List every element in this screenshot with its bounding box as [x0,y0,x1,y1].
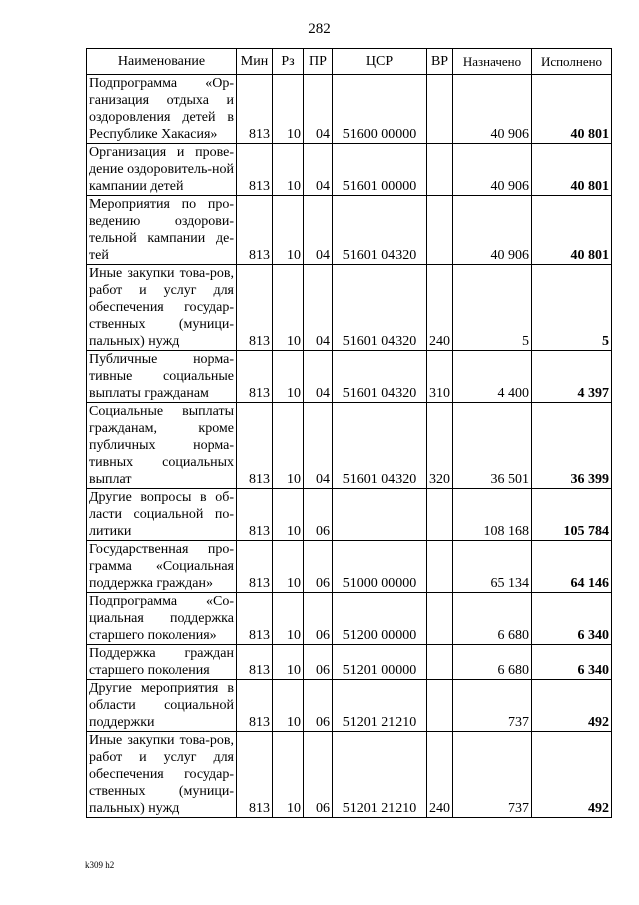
row-name: Социальные выплаты гражданам, кроме публичных норма-тивных социальных выплат [87,403,237,489]
row-rz: 10 [273,732,304,818]
row-csr: 51200 00000 [333,593,427,645]
row-pr: 06 [304,680,333,732]
row-executed: 6 340 [532,645,612,680]
row-name: Другие мероприятия в области социальной поддержки [87,680,237,732]
row-pr: 06 [304,593,333,645]
row-rz: 10 [273,351,304,403]
row-min: 813 [237,144,273,196]
footer-code: k309 h2 [85,860,115,870]
row-min: 813 [237,75,273,144]
column-header-vr: ВР [427,49,453,75]
row-rz: 10 [273,196,304,265]
table-row [87,593,612,645]
row-name: Иные закупки това-ров, работ и услуг для обеспечения государ-ственных (муници-пальных) нужд [87,732,237,818]
table-row [87,403,612,489]
row-vr [427,489,453,541]
row-csr [333,489,427,541]
row-name: Подпрограмма «Со-циальная поддержка старшего поколения» [87,593,237,645]
row-pr: 04 [304,196,333,265]
row-assigned: 737 [453,732,532,818]
row-vr [427,593,453,645]
page-number: 282 [308,21,331,37]
row-csr: 51201 00000 [333,645,427,680]
row-name: Организация и прове-дение оздоровитель-ной кампании детей [87,144,237,196]
column-header-executed: Исполнено [532,49,612,75]
table-row [87,732,612,818]
row-min: 813 [237,732,273,818]
row-csr: 51601 04320 [333,196,427,265]
row-name: Государственная про-грамма «Социальная поддержка граждан» [87,541,237,593]
row-min: 813 [237,489,273,541]
row-csr: 51601 04320 [333,403,427,489]
row-executed: 5 [532,265,612,351]
column-header-min: Мин [237,49,273,75]
row-pr: 06 [304,645,333,680]
row-pr: 06 [304,541,333,593]
row-rz: 10 [273,144,304,196]
column-header-csr: ЦСР [333,49,427,75]
row-pr: 04 [304,351,333,403]
row-executed: 40 801 [532,75,612,144]
column-header-pr: ПР [304,49,333,75]
row-min: 813 [237,403,273,489]
row-pr: 04 [304,403,333,489]
row-executed: 4 397 [532,351,612,403]
row-executed: 64 146 [532,541,612,593]
table-row [87,541,612,593]
table-row [87,489,612,541]
row-min: 813 [237,541,273,593]
table-row [87,680,612,732]
row-name: Подпрограмма «Ор-ганизация отдыха и оздоровления детей в Республике Хакасия» [87,75,237,144]
row-vr [427,541,453,593]
row-executed: 36 399 [532,403,612,489]
row-rz: 10 [273,645,304,680]
row-assigned: 6 680 [453,645,532,680]
row-csr: 51601 00000 [333,144,427,196]
row-rz: 10 [273,75,304,144]
row-name: Другие вопросы в об-ласти социальной по-литики [87,489,237,541]
row-rz: 10 [273,265,304,351]
row-csr: 51000 00000 [333,541,427,593]
row-min: 813 [237,351,273,403]
row-name: Мероприятия по про-ведению оздорови-тельной кампании де-тей [87,196,237,265]
row-executed: 40 801 [532,144,612,196]
row-csr: 51600 00000 [333,75,427,144]
row-min: 813 [237,265,273,351]
row-assigned: 6 680 [453,593,532,645]
row-rz: 10 [273,593,304,645]
row-assigned: 36 501 [453,403,532,489]
row-executed: 492 [532,680,612,732]
row-csr: 51201 21210 [333,732,427,818]
row-executed: 492 [532,732,612,818]
row-min: 813 [237,680,273,732]
row-vr: 240 [427,265,453,351]
column-header-assigned: Назначено [453,49,532,75]
row-vr: 240 [427,732,453,818]
row-csr: 51601 04320 [333,265,427,351]
row-pr: 04 [304,75,333,144]
column-header-rz: Рз [273,49,304,75]
row-executed: 6 340 [532,593,612,645]
row-assigned: 5 [453,265,532,351]
row-assigned: 40 906 [453,75,532,144]
table-row [87,75,612,144]
table-row [87,351,612,403]
row-vr [427,680,453,732]
row-min: 813 [237,593,273,645]
row-pr: 06 [304,489,333,541]
row-name: Иные закупки това-ров, работ и услуг для обеспечения государ-ственных (муници-пальных) нужд [87,265,237,351]
row-name: Публичные норма-тивные социальные выплаты гражданам [87,351,237,403]
row-min: 813 [237,196,273,265]
row-pr: 06 [304,732,333,818]
row-vr [427,75,453,144]
column-header-name: Наименование [87,49,237,75]
row-min: 813 [237,645,273,680]
row-rz: 10 [273,403,304,489]
row-rz: 10 [273,489,304,541]
row-vr [427,645,453,680]
row-assigned: 40 906 [453,144,532,196]
row-pr: 04 [304,144,333,196]
row-name: Поддержка граждан старшего поколения [87,645,237,680]
row-vr: 320 [427,403,453,489]
row-assigned: 4 400 [453,351,532,403]
row-vr [427,144,453,196]
table-row [87,265,612,351]
row-vr [427,196,453,265]
row-csr: 51601 04320 [333,351,427,403]
row-rz: 10 [273,541,304,593]
row-rz: 10 [273,680,304,732]
header-row [87,49,612,75]
row-csr: 51201 21210 [333,680,427,732]
budget-table [86,48,612,818]
row-assigned: 40 906 [453,196,532,265]
row-assigned: 737 [453,680,532,732]
table-row [87,144,612,196]
row-assigned: 108 168 [453,489,532,541]
row-vr: 310 [427,351,453,403]
row-executed: 40 801 [532,196,612,265]
row-assigned: 65 134 [453,541,532,593]
row-pr: 04 [304,265,333,351]
table-row [87,645,612,680]
row-executed: 105 784 [532,489,612,541]
table-row [87,196,612,265]
